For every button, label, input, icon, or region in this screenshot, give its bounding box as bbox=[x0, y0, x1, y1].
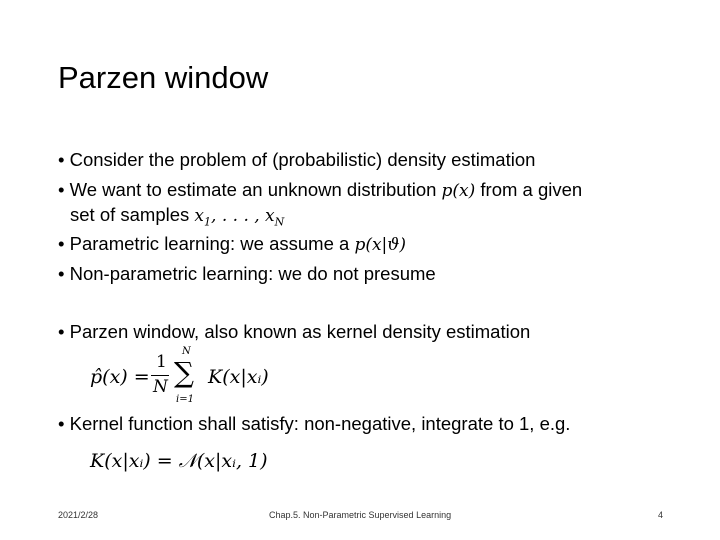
footer-page-number: 4 bbox=[658, 510, 664, 520]
bullet-unknown-distribution-tail: from a given bbox=[480, 179, 583, 200]
bullet-unknown-distribution bbox=[58, 178, 582, 203]
sum-lower: i=1 bbox=[176, 394, 194, 405]
bullet-unknown-distribution-text: • We want to estimate an unknown distribution bbox=[58, 179, 437, 200]
sum-symbol: ∑ bbox=[174, 356, 194, 389]
bullet-density-estimation: • Consider the problem of (probabilistic) density estimation bbox=[58, 149, 536, 170]
fraction-bar bbox=[151, 375, 169, 376]
footer-course: Chap.5. Non-Parametric Supervised Learning bbox=[269, 510, 452, 520]
bullet-parametric bbox=[58, 232, 406, 257]
parzen-rhs: K(x|xᵢ) bbox=[208, 366, 269, 388]
slide-title: Parzen window bbox=[58, 60, 269, 95]
bullet-parzen: • Parzen window, also known as kernel density estimation bbox=[58, 321, 531, 342]
bullet-kernel: • Kernel function shall satisfy: non-negative, integrate to 1, e.g. bbox=[58, 413, 571, 434]
parzen-numerator: 1 bbox=[156, 352, 167, 372]
parzen-equation bbox=[90, 346, 290, 408]
kernel-equation: K(x|xᵢ) = 𝒩(x|xᵢ, 1) bbox=[90, 450, 268, 472]
parzen-denominator: N bbox=[153, 377, 168, 397]
sum-upper: N bbox=[182, 346, 191, 357]
parametric-text: • Parametric learning: we assume a bbox=[58, 233, 350, 254]
distribution-formula: p(x) bbox=[441, 181, 476, 201]
bullet-nonparametric: • Non-parametric learning: we do not presume bbox=[58, 263, 436, 284]
bullet-samples-line bbox=[70, 203, 284, 234]
samples-formula: $x_1$, . . . , $x_N$ bbox=[194, 206, 285, 229]
footer-date: 2021/2/28 bbox=[58, 510, 99, 520]
samples-text: set of samples bbox=[70, 204, 190, 225]
parzen-lhs: p̂(x) = bbox=[90, 366, 150, 388]
parametric-formula: p(x|ϑ) bbox=[354, 235, 407, 255]
